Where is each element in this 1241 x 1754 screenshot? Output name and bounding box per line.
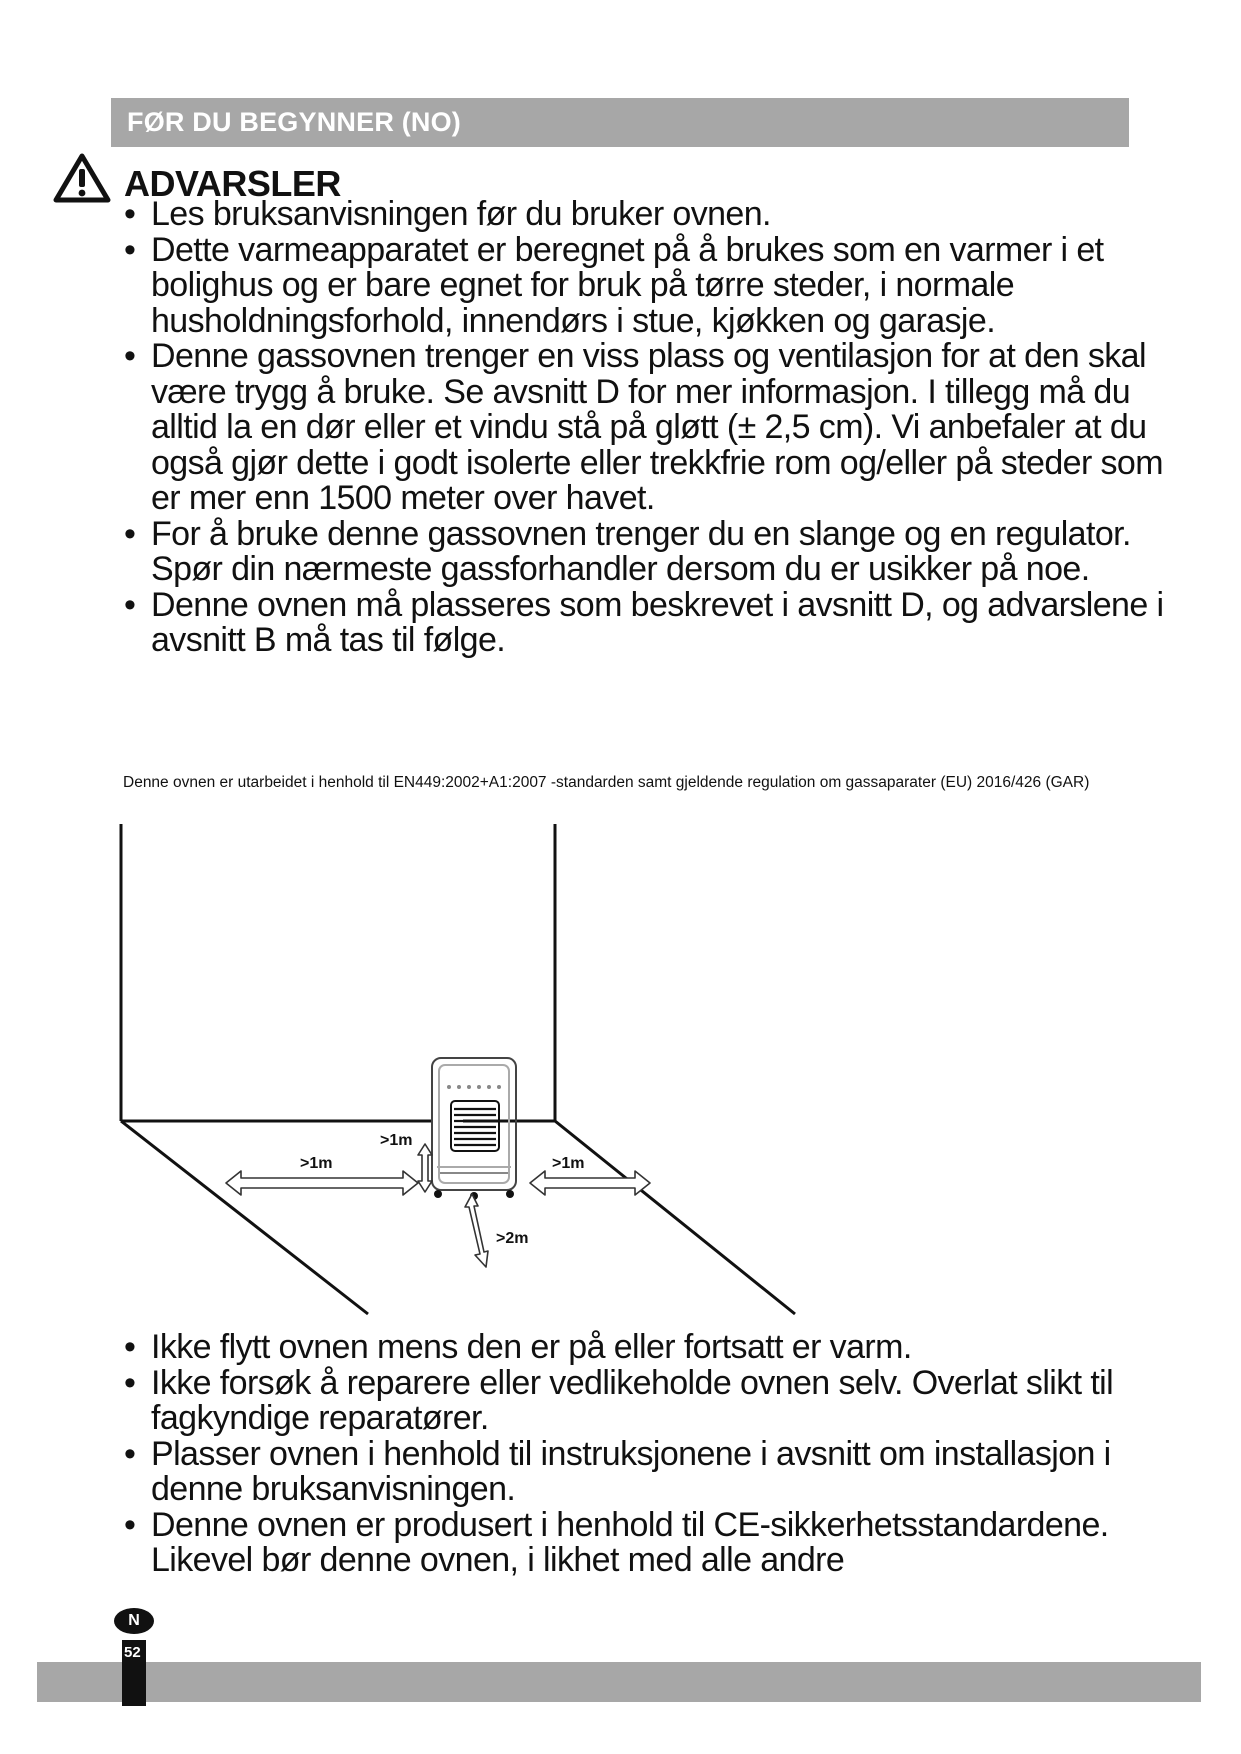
warnings-list [124, 197, 1164, 659]
front-clearance-arrow [465, 1194, 488, 1267]
list-item: • Les bruksanvisningen før du bruker ovnen. [124, 197, 1164, 233]
list-item: • Ikke flytt ovnen mens den er på eller fortsatt er varm. [124, 1330, 1164, 1366]
front-clearance-label: >2m [496, 1230, 529, 1247]
left-clearance-arrow [226, 1171, 418, 1195]
section-title: FØR DU BEGYNNER (NO) [127, 107, 461, 137]
warnings-heading: ADVARSLER [124, 163, 341, 204]
right-clearance-label: >1m [552, 1155, 585, 1172]
list-item: • Denne gassovnen trenger en viss plass og ventilasjon for at den skal være trygg å bruke. Se avsnitt D for mer informasjon. I tillegg må du alltid la en dør eller et vindu stå på gløtt (± 2,5 cm). Vi anbefaler at du også gjør dette i godt isolerte eller trekkfrie rom og/eller på steder som er mer enn 1500 meter over havet. [124, 339, 1164, 517]
back-clearance-label: >1m [380, 1132, 413, 1149]
left-clearance-label: >1m [300, 1155, 333, 1172]
clearance-diagram [118, 824, 818, 1326]
standard-note: Denne ovnen er utarbeidet i henhold til EN449:2002+A1:2007 -standarden samt gjeldende regulation om gassaparater (EU) 2016/426 (GAR) [123, 774, 1090, 791]
list-item: • Denne ovnen er produsert i henhold til CE-sikkerhetsstandardene. Likevel bør denne ovnen, i likhet med alle andre [124, 1508, 1164, 1579]
more-warnings-list [124, 1330, 1164, 1579]
list-item: • For å bruke denne gassovnen trenger du en slange og en regulator. Spør din nærmeste gassforhandler dersom du er usikker på noe. [124, 517, 1164, 588]
list-item: • Plasser ovnen i henhold til instruksjonene i avsnitt om installasjon i denne bruksanvisningen. [124, 1437, 1164, 1508]
back-clearance-arrow [418, 1144, 432, 1192]
list-item: • Ikke forsøk å reparere eller vedlikeholde ovnen selv. Overlat slikt til fagkyndige reparatører. [124, 1366, 1164, 1437]
list-item: • Denne ovnen må plasseres som beskrevet i avsnitt D, og advarslene i avsnitt B må tas til følge. [124, 588, 1164, 659]
footer-bar [37, 1662, 1201, 1702]
page-number: 52 [124, 1644, 141, 1661]
room-outline [121, 824, 795, 1314]
warning-triangle-icon [52, 152, 112, 204]
list-item: • Dette varmeapparatet er beregnet på å brukes som en varmer i et bolighus og er bare egnet for bruk på tørre steder, i normale husholdningsforhold, innendørs i stue, kjøkken og garasje. [124, 233, 1164, 340]
section-header-bar [111, 98, 1129, 147]
right-clearance-arrow [530, 1171, 650, 1195]
page-number-tab [122, 1640, 146, 1706]
language-badge: N [114, 1608, 154, 1634]
heater-illustration [432, 1058, 516, 1200]
